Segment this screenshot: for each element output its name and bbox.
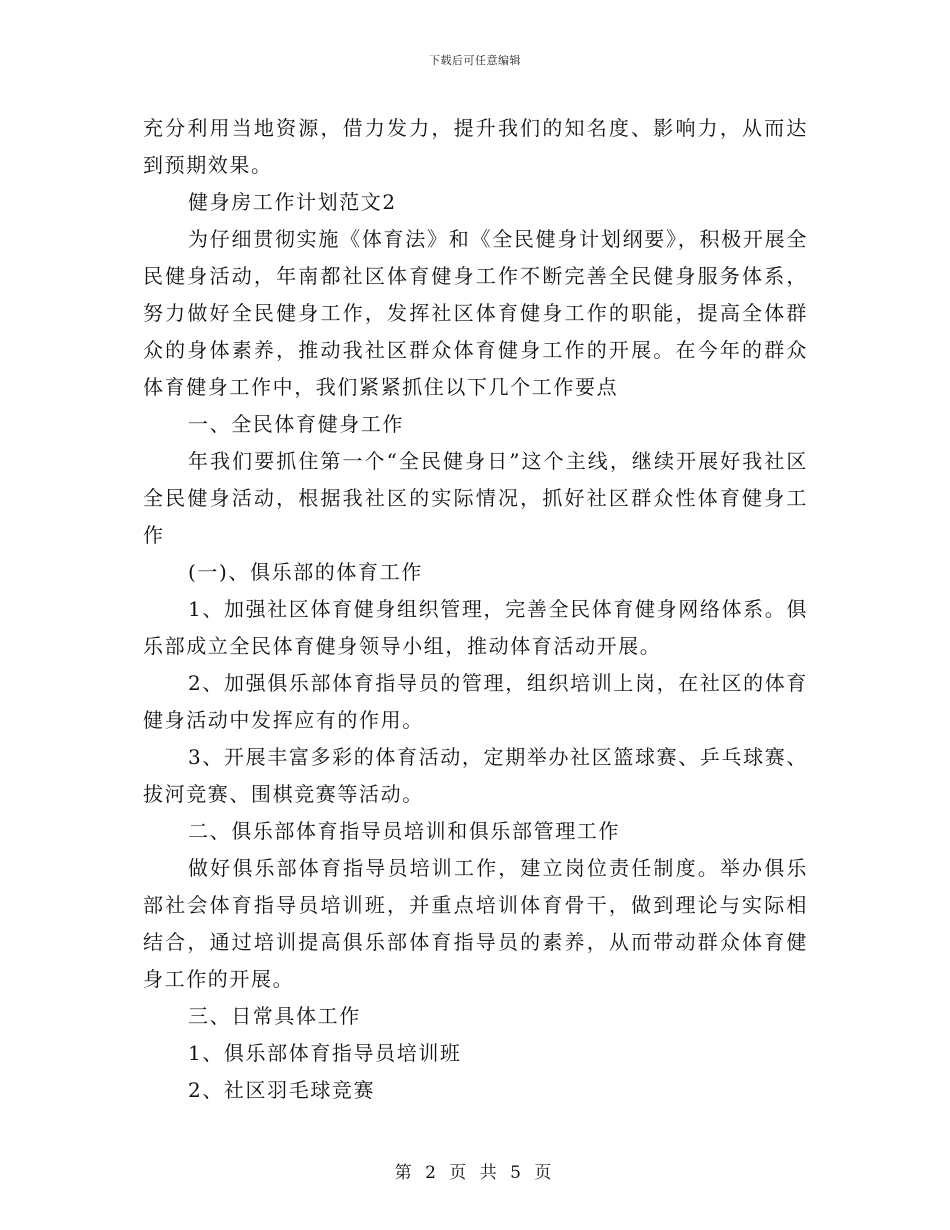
document-body	[143, 110, 808, 1109]
paragraph: 充分利用当地资源，借力发力，提升我们的知名度、影响力，从而达到预期效果。	[143, 116, 808, 177]
paragraph: 年我们要抓住第一个“全民健身日”这个主线，继续开展好我社区全民健身活动，根据我社区的实际情况，抓好社区群众性体育健身工作	[143, 449, 808, 547]
paragraph: 为仔细贯彻实施《体育法》和《全民健身计划纲要》，积极开展全民健身活动，年南都社区体育健身工作不断完善全民健身服务体系，努力做好全民健身工作，发挥社区体育健身工作的职能，提高全体群众的身体素养，推动我社区群众体育健身工作的开展。在今年的群众体育健身工作中，我们紧紧抓住以下几个工作要点	[143, 227, 808, 399]
list-item: 1、加强社区体育健身组织管理，完善全民体育健身网络体系。俱乐部成立全民体育健身领导小组，推动体育活动开展。	[143, 597, 808, 658]
section-heading: 一、全民体育健身工作	[188, 412, 404, 436]
list-item: 2、社区羽毛球竞赛	[188, 1078, 376, 1102]
section-title: 健身房工作计划范文2	[188, 190, 397, 214]
page-number: 第 2 页 共 5 页	[394, 1163, 556, 1183]
page-header: 下载后可任意编辑	[429, 54, 521, 67]
subsection-heading: (一)、俱乐部的体育工作	[188, 560, 423, 584]
list-item: 2、加强俱乐部体育指导员的管理，组织培训上岗，在社区的体育健身活动中发挥应有的作用。	[143, 671, 808, 732]
paragraph: 做好俱乐部体育指导员培训工作，建立岗位责任制度。举办俱乐部社会体育指导员培训班，并重点培训体育骨干，做到理论与实际相结合，通过培训提高俱乐部体育指导员的素养，从而带动群众体育健身工作的开展。	[143, 856, 808, 991]
list-item: 3、开展丰富多彩的体育活动，定期举办社区篮球赛、乒乓球赛、拔河竞赛、围棋竞赛等活动。	[143, 745, 808, 806]
section-heading: 二、俱乐部体育指导员培训和俱乐部管理工作	[188, 819, 620, 843]
section-heading: 三、日常具体工作	[188, 1004, 361, 1028]
list-item: 1、俱乐部体育指导员培训班	[188, 1041, 462, 1065]
